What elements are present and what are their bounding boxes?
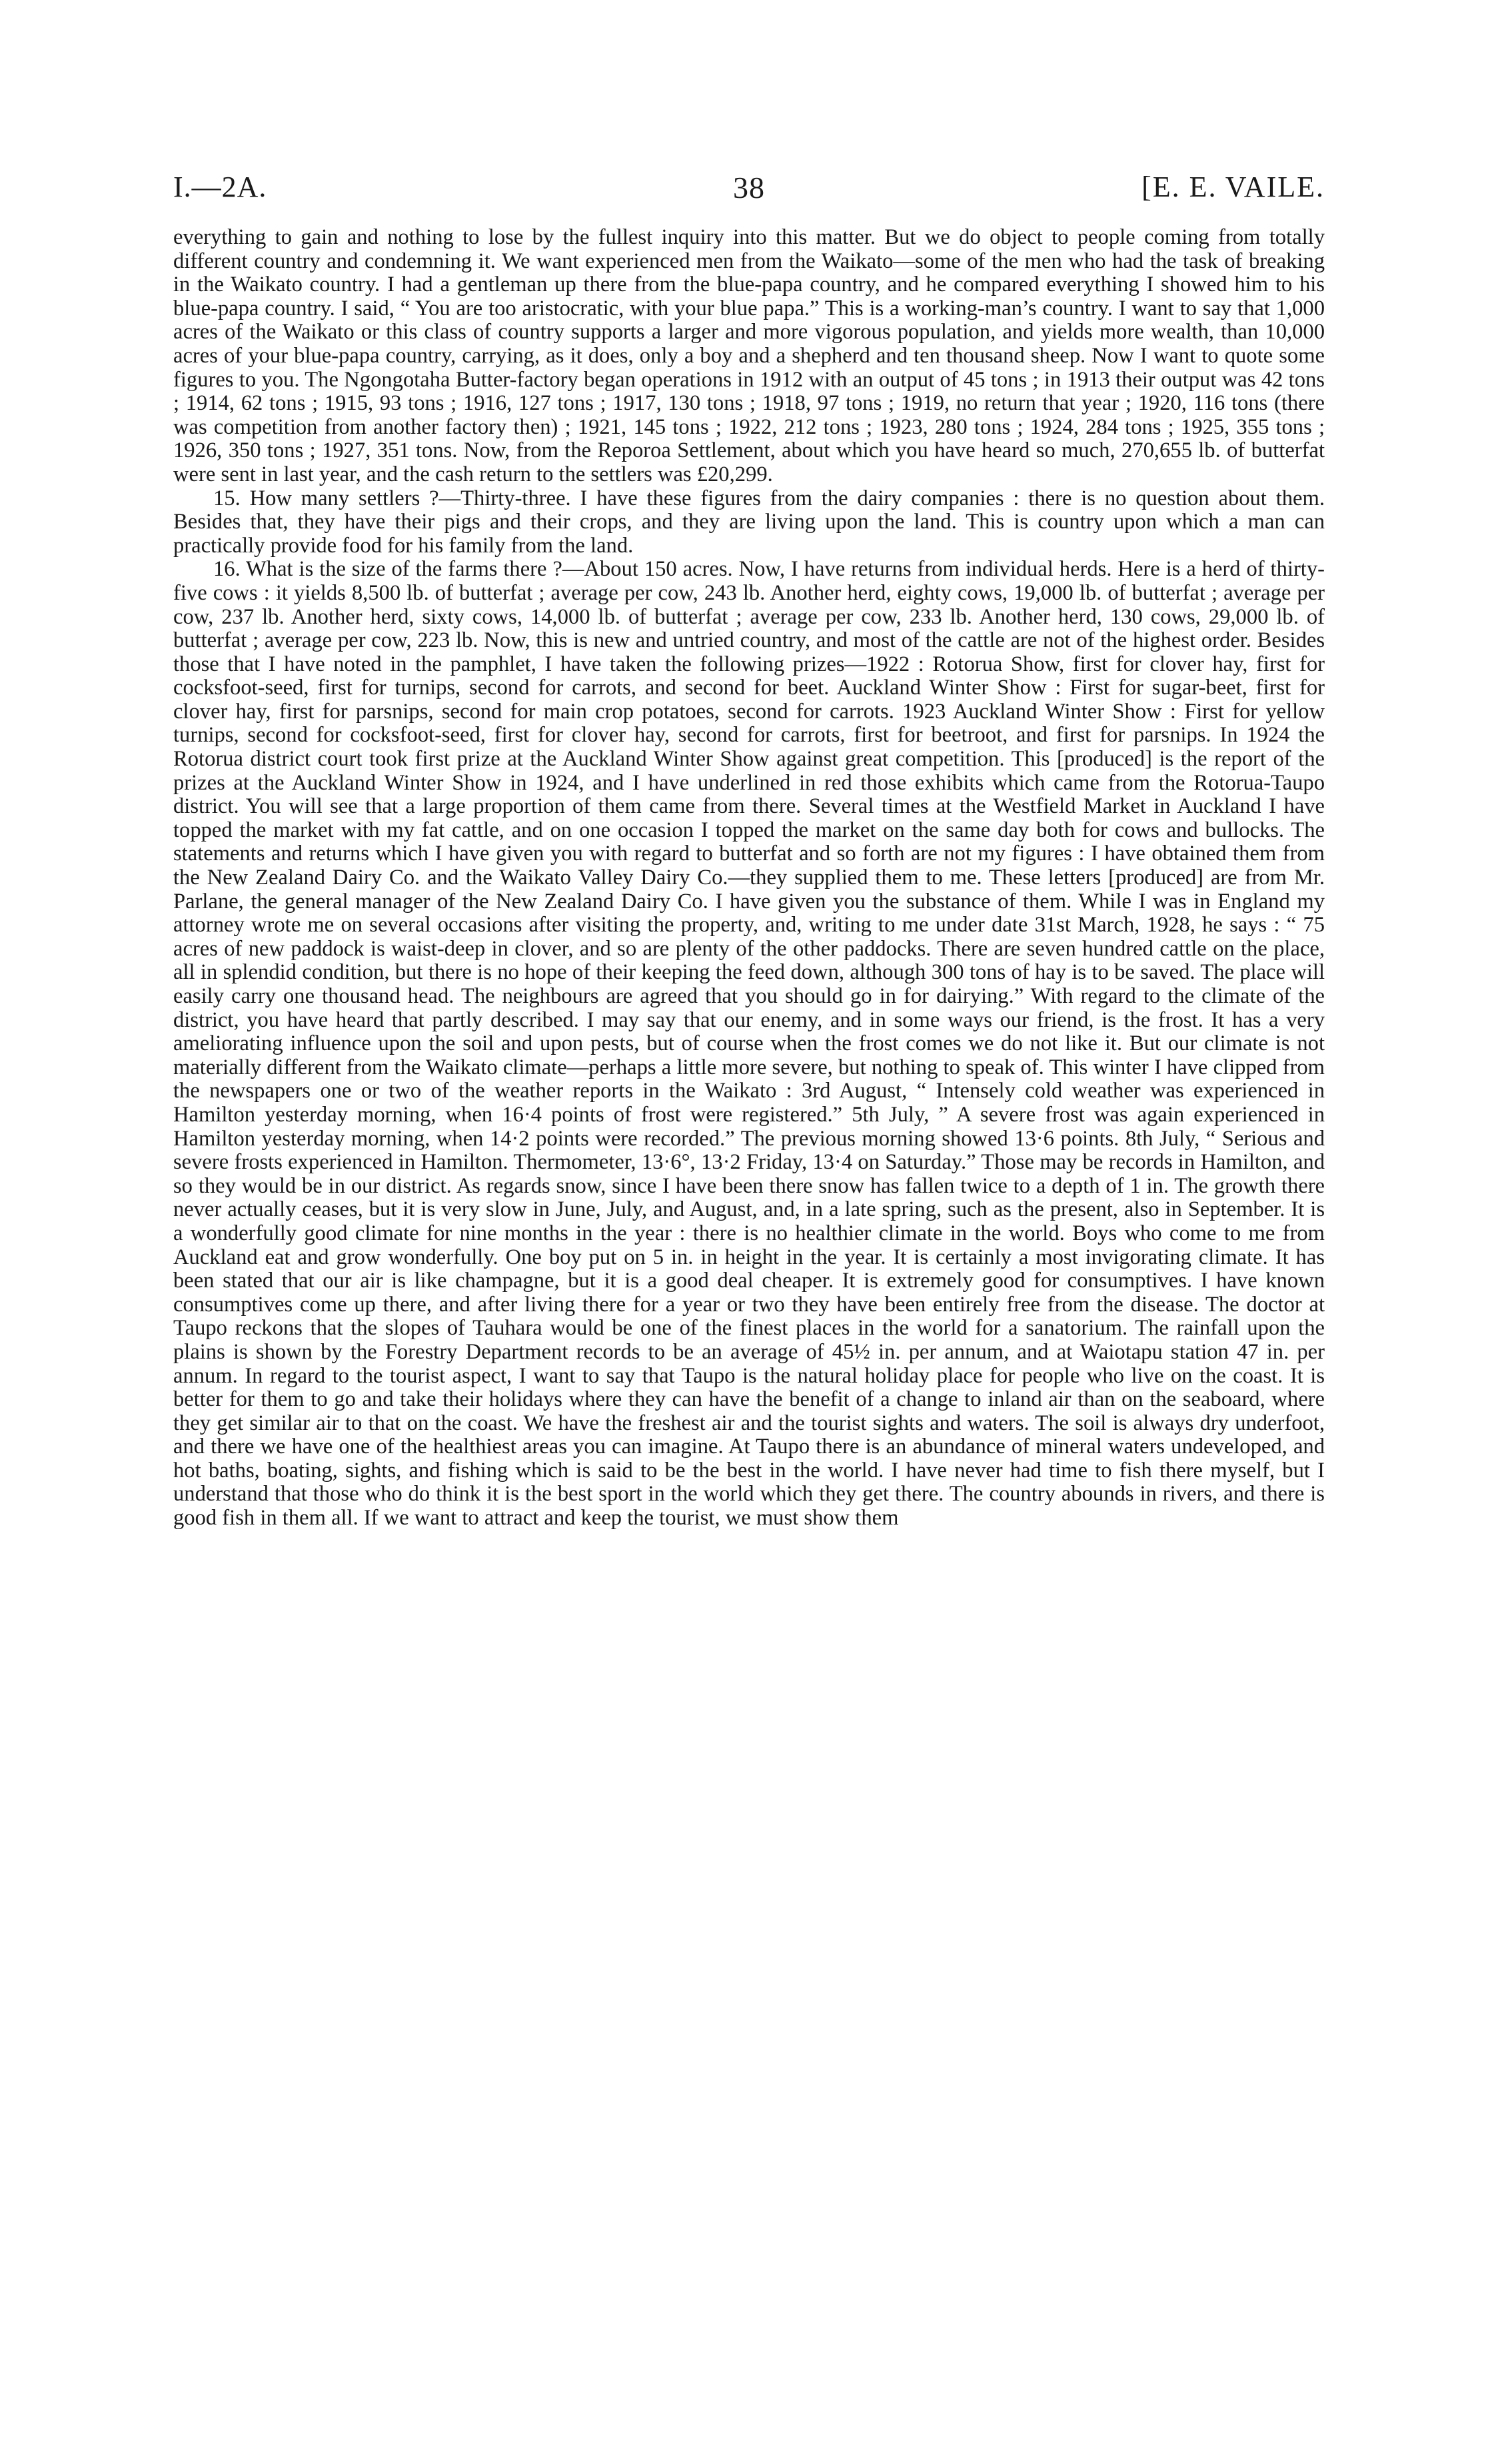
paragraph-question-16: 16. What is the size of the farms there ?—About 150 acres. Now, I have returns from individual herds. Here is a herd of thirty-five cows : it yields 8,500 lb. of butterfat ; average per cow, 243 lb. Another herd, eighty cows, 19,000 lb. of butterfat ; average per cow, 237 lb. Another herd, sixty cows, 14,000 lb. of butterfat ; average per cow, 233 lb. Another herd, 130 cows, 29,000 lb. of butterfat ; average per cow, 223 lb. Now, this is new and untried country, and most of the cattle are not of the highest order. Besides those that I have noted in the pamphlet, I have taken the following prizes—1922 : Rotorua Show, first for clover hay, first for cocksfoot-seed, first for turnips, second for carrots, and second for beet. Auckland Winter Show : First for sugar-beet, first for clover hay, first for parsnips, second for main crop potatoes, second for carrots. 1923 Auckland Winter Show : First for yellow turnips, second for cocksfoot-seed, first for clover hay, second for carrots, first for beetroot, and first for parsnips. In 1924 the Rotorua district court took first prize at the Auckland Winter Show against great competition. This [produced] is the report of the prizes at the Auckland Winter Show in 1924, and I have underlined in red those exhibits which came from the Rotorua-Taupo district. You will see that a large proportion of them came from there. Several times at the Westfield Market in Auckland I have topped the market with my fat cattle, and on one occasion I topped the market on the same day both for cows and bullocks. The statements and returns which I have given you with regard to butterfat and so forth are not my figures : I have obtained them from the New Zealand Dairy Co. and the Waikato Valley Dairy Co.—they supplied them to me. These letters [produced] are from Mr. Parlane, the general manager of the New Zealand Dairy Co. I have given you the substance of them. While I was in England my attorney wrote me on several occasions after visiting the property, and, writing to me under date 31st March, 1928, he says : “ 75 acres of new paddock is waist-deep in clover, and so are plenty of the other paddocks. There are seven hundred cattle on the place, all in splendid condition, but there is no hope of their keeping the feed down, although 300 tons of hay is to be saved. The place will easily carry one thousand head. The neighbours are agreed that you should go in for dairying.” With regard to the climate of the district, you have heard that partly described. I may say that our enemy, and in some ways our friend, is the frost. It has a very ameliorating influence upon the soil and upon pests, but of course when the frost comes we do not like it. But our climate is not materially different from the Waikato climate—perhaps a little more severe, but nothing to speak of. This winter I have clipped from the newspapers one or two of the weather reports in the Waikato : 3rd August, “ Intensely cold weather was experienced in Hamilton yesterday morning, when 16·4 points of frost were registered.” 5th July, ” A severe frost was again experienced in Hamilton yesterday morning, when 14·2 points were recorded.” The previous morning showed 13·6 points. 8th July, “ Serious and severe frosts experienced in Hamilton. Thermometer, 13·6°, 13·2 Friday, 13·4 on Saturday.” Those may be records in Hamilton, and so they would be in our district. As regards snow, since I have been there snow has fallen twice to a depth of 1 in. The growth there never actually ceases, but it is very slow in June, July, and August, and, in a late spring, such as the present, also in September. It is a wonderfully good climate for nine months in the year : there is no healthier climate in the world. Boys who come to me from Auckland eat and grow wonderfully. One boy put on 5 in. in height in the year. It is certainly a most invigorating climate. It has been stated that our air is like champagne, but it is a good deal cheaper. It is extremely good for consumptives. I have known consumptives come up there, and after living there for a year or two they have been entirely free from the disease. The doctor at Taupo reckons that the slopes of Tauhara would be one of the finest places in the world for a sanatorium. The rainfall upon the plains is shown by the Forestry Department records to be an average of 45½ in. per annum, and at Waiotapu station 47 in. per annum. In regard to the tourist aspect, I want to say that Taupo is the natural holiday place for people who live on the coast. It is better for them to go and take their holidays where they can have the benefit of a change to inland air than on the seaboard, where they get similar air to that on the coast. We have the freshest air and the tourist sights and waters. The soil is always dry underfoot, and there we have one of the healthiest areas you can imagine. At Taupo there is an abundance of mineral waters undeveloped, and hot baths, boating, sights, and fishing which is said to be the best in the world. I have never had time to fish there myself, but I understand that those who do think it is the best sport in the world which they get there. The country abounds in rivers, and there is good fish in them all. If we want to attract and keep the tourist, we must show them [173,557,1325,1531]
witness-name: [E. E. VAILE. [1141,171,1325,203]
body-text [173,226,1325,1531]
paragraph-question-15: 15. How many settlers ?—Thirty-three. I have these figures from the dairy companies : there is no question about them. Besides that, they have their pigs and their crops, and they are living upon the land. This is country upon which a man can practically provide food for his family from the land. [173,486,1325,558]
page-header [173,170,1325,217]
document-page [173,170,1325,1531]
document-reference: I.—2A. [173,171,267,203]
paragraph-continuation: everything to gain and nothing to lose by the fullest inquiry into this matter. But we do object to people coming from totally different country and condemning it. We want experienced men from the Waikato—some of the men who had the task of breaking in the Waikato country. I had a gentleman up there from the blue-papa country, and he compared everything I showed him to his blue-papa country. I said, “ You are too aristocratic, with your blue papa.” This is a working-man’s country. I want to say that 1,000 acres of the Waikato or this class of country supports a larger and more vigorous population, and yields more wealth, than 10,000 acres of your blue-papa country, carrying, as it does, only a boy and a shepherd and ten thousand sheep. Now I want to quote some figures to you. The Ngongotaha Butter-factory began operations in 1912 with an output of 45 tons ; in 1913 their output was 42 tons ; 1914, 62 tons ; 1915, 93 tons ; 1916, 127 tons ; 1917, 130 tons ; 1918, 97 tons ; 1919, no return that year ; 1920, 116 tons (there was competition from another factory then) ; 1921, 145 tons ; 1922, 212 tons ; 1923, 280 tons ; 1924, 284 tons ; 1925, 355 tons ; 1926, 350 tons ; 1927, 351 tons. Now, from the Reporoa Settlement, about which you have heard so much, 270,655 lb. of butterfat were sent in last year, and the cash return to the settlers was £20,299. [173,225,1325,486]
page-number: 38 [733,171,765,205]
